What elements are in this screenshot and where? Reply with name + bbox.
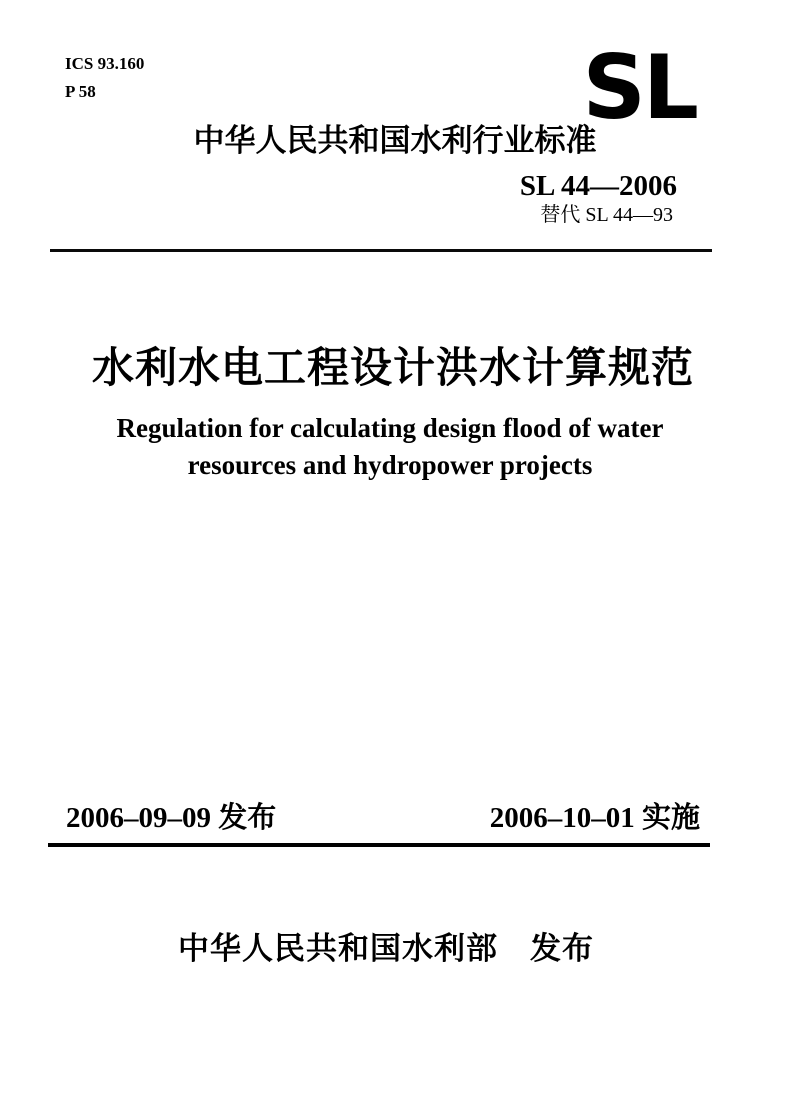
standard-number: SL 44—2006 bbox=[519, 170, 677, 202]
dates-row bbox=[66, 800, 700, 836]
classification-codes bbox=[65, 50, 144, 106]
standard-type-heading: 中华人民共和国水利行业标准 bbox=[193, 123, 597, 158]
publisher-line: 中华人民共和国水利部 发布 bbox=[178, 931, 594, 966]
sl-logo: SL bbox=[582, 36, 696, 139]
issue-date: 2006–09–09 发布 bbox=[66, 802, 277, 834]
title-english-line1: Regulation for calculating design flood of water bbox=[116, 413, 664, 443]
title-chinese: 水利水电工程设计洪水计算规范 bbox=[91, 344, 694, 391]
title-english bbox=[0, 410, 780, 484]
header-rule bbox=[50, 249, 712, 252]
title-english-line2: resources and hydropower projects bbox=[187, 450, 593, 480]
p-class-code: P 58 bbox=[65, 82, 96, 101]
ics-code: ICS 93.160 bbox=[65, 54, 145, 73]
footer-rule bbox=[48, 843, 710, 847]
supersedes-note: 替代 SL 44—93 bbox=[540, 204, 673, 226]
effective-date: 2006–10–01 实施 bbox=[489, 802, 700, 834]
